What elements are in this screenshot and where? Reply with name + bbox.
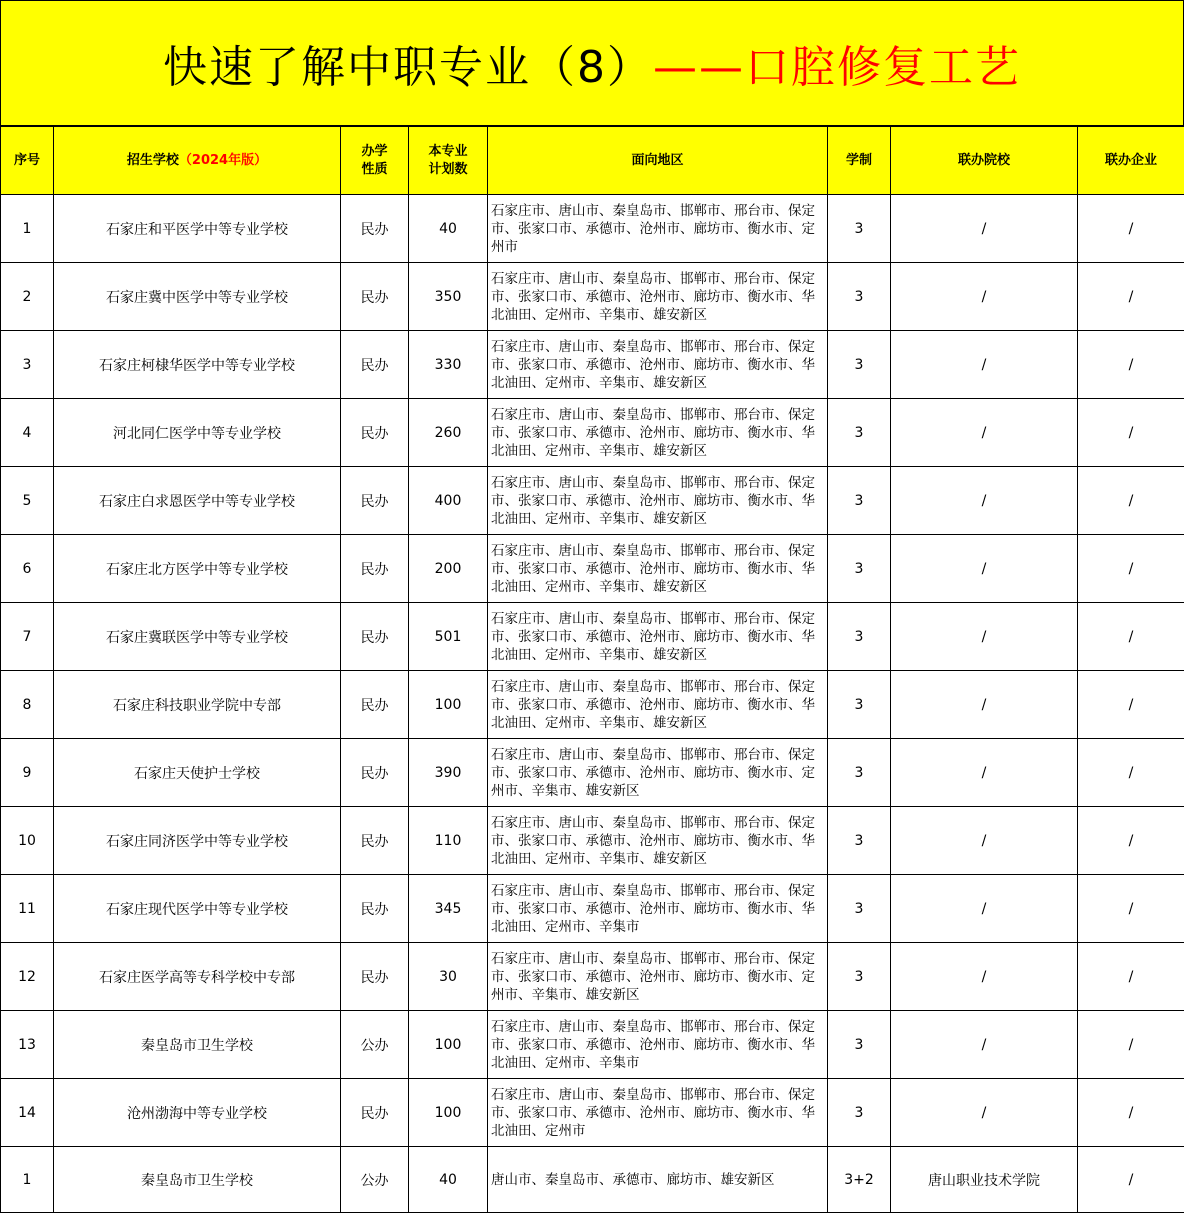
cell-nature: 民办 [341,603,409,671]
title-text: 快速了解中职专业（8） [163,42,653,93]
table-body [1,195,1184,1213]
cell-region: 石家庄市、唐山市、秦皇岛市、邯郸市、邢台市、保定市、张家口市、承德市、沧州市、廊坊市、衡水市、华北油田、定州市、辛集市、雄安新区 [488,671,828,739]
table-row [1,1079,1184,1147]
cell-index: 3 [1,331,54,399]
cell-partner-company: / [1078,263,1184,331]
cell-years: 3 [828,195,891,263]
cell-partner-college: / [891,671,1078,739]
header-partner-company: 联办企业 [1078,127,1184,195]
cell-nature: 民办 [341,875,409,943]
cell-years: 3 [828,943,891,1011]
cell-plan: 350 [409,263,488,331]
cell-index: 1 [1,1147,54,1213]
cell-nature: 民办 [341,807,409,875]
cell-index: 6 [1,535,54,603]
cell-region: 石家庄市、唐山市、秦皇岛市、邯郸市、邢台市、保定市、张家口市、承德市、沧州市、廊坊市、衡水市、定州市 [488,195,828,263]
header-years: 学制 [828,127,891,195]
header-school-note: （2024年版） [178,152,268,168]
cell-nature: 民办 [341,739,409,807]
header-school [54,127,341,195]
cell-partner-college: / [891,603,1078,671]
cell-index: 5 [1,467,54,535]
cell-nature: 民办 [341,331,409,399]
header-school-label: 招生学校 [126,152,179,168]
header-region: 面向地区 [488,127,828,195]
cell-partner-college: / [891,943,1078,1011]
cell-years: 3 [828,875,891,943]
cell-plan: 30 [409,943,488,1011]
cell-partner-company: / [1078,943,1184,1011]
cell-nature: 公办 [341,1011,409,1079]
cell-region: 石家庄市、唐山市、秦皇岛市、邯郸市、邢台市、保定市、张家口市、承德市、沧州市、廊坊市、衡水市、华北油田、定州市、辛集市、雄安新区 [488,399,828,467]
cell-school: 石家庄冀联医学中等专业学校 [54,603,341,671]
cell-partner-college: / [891,1079,1078,1147]
cell-region: 石家庄市、唐山市、秦皇岛市、邯郸市、邢台市、保定市、张家口市、承德市、沧州市、廊坊市、衡水市、华北油田、定州市 [488,1079,828,1147]
cell-partner-college: / [891,467,1078,535]
cell-partner-company: / [1078,807,1184,875]
cell-nature: 民办 [341,467,409,535]
cell-region: 石家庄市、唐山市、秦皇岛市、邯郸市、邢台市、保定市、张家口市、承德市、沧州市、廊坊市、衡水市、华北油田、定州市、辛集市、雄安新区 [488,467,828,535]
cell-school: 石家庄医学高等专科学校中专部 [54,943,341,1011]
cell-partner-company: / [1078,739,1184,807]
cell-index: 2 [1,263,54,331]
cell-plan: 200 [409,535,488,603]
header-plan-line2: 计划数 [428,161,468,177]
table-row [1,1147,1184,1213]
cell-index: 14 [1,1079,54,1147]
cell-partner-college: / [891,195,1078,263]
table-row [1,943,1184,1011]
table-row [1,263,1184,331]
cell-partner-company: / [1078,535,1184,603]
cell-years: 3 [828,807,891,875]
cell-region: 石家庄市、唐山市、秦皇岛市、邯郸市、邢台市、保定市、张家口市、承德市、沧州市、廊坊市、衡水市、定州市、辛集市、雄安新区 [488,739,828,807]
cell-years: 3 [828,739,891,807]
cell-region: 石家庄市、唐山市、秦皇岛市、邯郸市、邢台市、保定市、张家口市、承德市、沧州市、廊坊市、衡水市、华北油田、定州市、辛集市、雄安新区 [488,331,828,399]
cell-nature: 公办 [341,1147,409,1213]
cell-nature: 民办 [341,1079,409,1147]
cell-index: 7 [1,603,54,671]
cell-school: 石家庄北方医学中等专业学校 [54,535,341,603]
cell-school: 秦皇岛市卫生学校 [54,1011,341,1079]
cell-index: 1 [1,195,54,263]
cell-region: 石家庄市、唐山市、秦皇岛市、邯郸市、邢台市、保定市、张家口市、承德市、沧州市、廊坊市、衡水市、华北油田、定州市、辛集市、雄安新区 [488,535,828,603]
cell-partner-college: / [891,1011,1078,1079]
cell-partner-college: / [891,875,1078,943]
header-nature [341,127,409,195]
header-partner-college: 联办院校 [891,127,1078,195]
header-nature-line2: 性质 [361,161,388,177]
table-row [1,331,1184,399]
table-row [1,467,1184,535]
cell-index: 9 [1,739,54,807]
cell-index: 4 [1,399,54,467]
cell-years: 3 [828,671,891,739]
cell-school: 河北同仁医学中等专业学校 [54,399,341,467]
cell-partner-college: / [891,535,1078,603]
cell-partner-college: 唐山职业技术学院 [891,1147,1078,1213]
cell-index: 10 [1,807,54,875]
cell-school: 石家庄和平医学中等专业学校 [54,195,341,263]
cell-partner-company: / [1078,603,1184,671]
cell-plan: 400 [409,467,488,535]
table-row [1,739,1184,807]
table-row [1,535,1184,603]
cell-nature: 民办 [341,943,409,1011]
cell-school: 沧州渤海中等专业学校 [54,1079,341,1147]
cell-partner-college: / [891,263,1078,331]
table-row [1,671,1184,739]
cell-school: 石家庄天使护士学校 [54,739,341,807]
cell-nature: 民办 [341,671,409,739]
cell-years: 3 [828,331,891,399]
cell-index: 8 [1,671,54,739]
cell-school: 石家庄同济医学中等专业学校 [54,807,341,875]
cell-plan: 345 [409,875,488,943]
cell-plan: 110 [409,807,488,875]
cell-school: 石家庄柯棣华医学中等专业学校 [54,331,341,399]
table-row [1,875,1184,943]
cell-school: 石家庄科技职业学院中专部 [54,671,341,739]
cell-partner-college: / [891,331,1078,399]
cell-years: 3 [828,263,891,331]
cell-plan: 40 [409,1147,488,1213]
cell-index: 11 [1,875,54,943]
cell-plan: 501 [409,603,488,671]
cell-partner-company: / [1078,1079,1184,1147]
cell-school: 石家庄现代医学中等专业学校 [54,875,341,943]
cell-school: 石家庄冀中医学中等专业学校 [54,263,341,331]
table-row [1,399,1184,467]
cell-region: 石家庄市、唐山市、秦皇岛市、邯郸市、邢台市、保定市、张家口市、承德市、沧州市、廊坊市、衡水市、华北油田、定州市、辛集市、雄安新区 [488,263,828,331]
cell-plan: 390 [409,739,488,807]
cell-partner-company: / [1078,1011,1184,1079]
table-row [1,807,1184,875]
cell-region: 石家庄市、唐山市、秦皇岛市、邯郸市、邢台市、保定市、张家口市、承德市、沧州市、廊坊市、衡水市、定州市、辛集市、雄安新区 [488,943,828,1011]
header-plan-line1: 本专业 [428,143,468,159]
cell-nature: 民办 [341,263,409,331]
cell-plan: 100 [409,1011,488,1079]
cell-partner-college: / [891,739,1078,807]
cell-region: 石家庄市、唐山市、秦皇岛市、邯郸市、邢台市、保定市、张家口市、承德市、沧州市、廊坊市、衡水市、华北油田、定州市、辛集市 [488,875,828,943]
cell-plan: 260 [409,399,488,467]
cell-partner-company: / [1078,875,1184,943]
cell-plan: 40 [409,195,488,263]
title-accent-text: ——口腔修复工艺 [653,42,1021,93]
cell-region: 石家庄市、唐山市、秦皇岛市、邯郸市、邢台市、保定市、张家口市、承德市、沧州市、廊坊市、衡水市、华北油田、定州市、辛集市、雄安新区 [488,603,828,671]
cell-partner-company: / [1078,467,1184,535]
cell-plan: 100 [409,1079,488,1147]
header-index: 序号 [1,127,54,195]
table-row [1,603,1184,671]
cell-partner-company: / [1078,331,1184,399]
cell-years: 3 [828,1011,891,1079]
table-row [1,1011,1184,1079]
cell-years: 3 [828,1079,891,1147]
cell-partner-company: / [1078,195,1184,263]
cell-partner-college: / [891,399,1078,467]
cell-partner-college: / [891,807,1078,875]
title-banner [0,0,1184,126]
cell-partner-company: / [1078,399,1184,467]
cell-region: 石家庄市、唐山市、秦皇岛市、邯郸市、邢台市、保定市、张家口市、承德市、沧州市、廊坊市、衡水市、华北油田、定州市、辛集市 [488,1011,828,1079]
cell-plan: 330 [409,331,488,399]
cell-years: 3 [828,399,891,467]
cell-nature: 民办 [341,399,409,467]
header-nature-line1: 办学 [361,143,388,159]
cell-region: 石家庄市、唐山市、秦皇岛市、邯郸市、邢台市、保定市、张家口市、承德市、沧州市、廊坊市、衡水市、华北油田、定州市、辛集市、雄安新区 [488,807,828,875]
cell-years: 3 [828,467,891,535]
cell-index: 12 [1,943,54,1011]
cell-years: 3 [828,535,891,603]
header-plan [409,127,488,195]
cell-school: 石家庄白求恩医学中等专业学校 [54,467,341,535]
cell-region: 唐山市、秦皇岛市、承德市、廊坊市、雄安新区 [488,1147,828,1213]
cell-partner-company: / [1078,1147,1184,1213]
cell-nature: 民办 [341,535,409,603]
cell-nature: 民办 [341,195,409,263]
school-table [0,126,1184,1213]
cell-index: 13 [1,1011,54,1079]
cell-years: 3+2 [828,1147,891,1213]
header-row [1,127,1184,195]
table-row [1,195,1184,263]
cell-partner-company: / [1078,671,1184,739]
cell-years: 3 [828,603,891,671]
cell-plan: 100 [409,671,488,739]
cell-school: 秦皇岛市卫生学校 [54,1147,341,1213]
